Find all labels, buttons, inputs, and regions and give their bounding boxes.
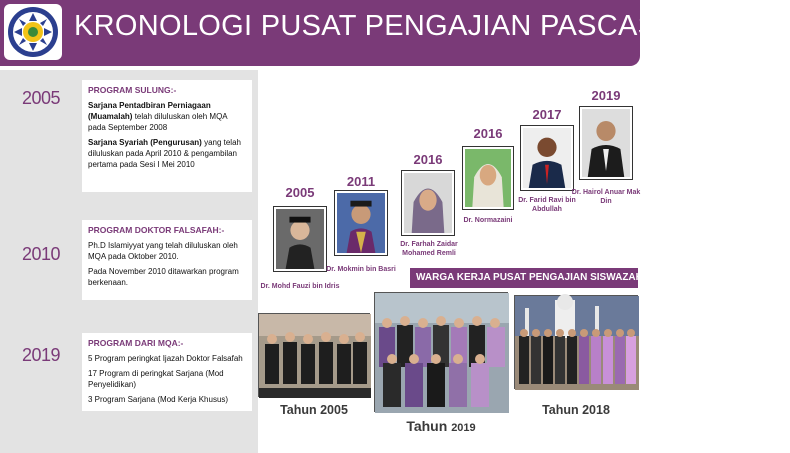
university-logo bbox=[4, 4, 62, 60]
box-heading: PROGRAM SULUNG:- bbox=[88, 85, 177, 95]
director-photo bbox=[273, 206, 327, 272]
box-paragraph: Pada November 2010 ditawarkan program berkenaan. bbox=[88, 267, 239, 287]
timeline-year-2019: 2019 bbox=[22, 345, 61, 365]
director-name: Dr. Mohd Fauzi bin Idris bbox=[260, 283, 340, 290]
director-year: 2005 bbox=[285, 185, 315, 200]
group-photo-2019 bbox=[374, 292, 508, 412]
director-name: Dr. Mokmin bin Basri bbox=[326, 266, 396, 273]
timeline-box-2005 bbox=[82, 80, 252, 192]
director-year: 2019 bbox=[591, 88, 621, 103]
timeline-year-2010: 2010 bbox=[22, 244, 61, 264]
director-photo bbox=[334, 190, 388, 256]
timeline-box-2019 bbox=[82, 333, 252, 411]
timeline-box-2010 bbox=[82, 220, 252, 300]
header-banner bbox=[0, 0, 790, 66]
director-name: Dr. Farhah Zaidar Mohamed Remli bbox=[400, 241, 458, 257]
director-year: 2016 bbox=[473, 126, 503, 141]
director-name: Dr. Hairol Anuar Mak Din bbox=[571, 189, 641, 205]
box-paragraph: Ph.D Islamiyyat yang telah diluluskan oleh MQA pada Oktober 2010. bbox=[88, 241, 238, 261]
box-paragraph: Sarjana Syariah (Pengurusan) yang telah diluluskan pada April 2010 & pengambilan pertama pada Sesi I Mei 2010 bbox=[88, 138, 241, 169]
box-heading: PROGRAM DARI MQA:- bbox=[88, 338, 184, 348]
box-paragraph: Sarjana Pentadbiran Perniagaan (Muamalah) telah diluluskan oleh MQA pada September 2008 bbox=[88, 101, 228, 132]
director-year: 2016 bbox=[413, 152, 443, 167]
director-year: 2011 bbox=[346, 174, 376, 189]
group-photo-2005 bbox=[258, 313, 370, 397]
box-paragraph: 5 Program peringkat Ijazah Doktor Falsafah bbox=[88, 354, 243, 363]
director-photo bbox=[579, 106, 633, 180]
director-year: 2017 bbox=[532, 107, 562, 122]
director-photo bbox=[520, 125, 574, 191]
page-title: KRONOLOGI PUSAT PENGAJIAN PASCASISWAZAH bbox=[74, 10, 790, 42]
box-heading: PROGRAM DOKTOR FALSAFAH:- bbox=[88, 225, 225, 235]
timeline-year-2005: 2005 bbox=[22, 88, 61, 108]
group-photo-label: Tahun 2019 bbox=[406, 418, 476, 434]
box-paragraph: 17 Program di peringkat Sarjana (Mod Penyelidikan) bbox=[88, 369, 224, 389]
director-name: Dr. Farid Ravi bin Abdullah bbox=[518, 197, 576, 213]
group-photo-2018 bbox=[514, 295, 638, 389]
staff-banner: WARGA KERJA PUSAT PENGAJIAN SISWAZAH (PPS) bbox=[410, 268, 638, 288]
box-paragraph: 3 Program Sarjana (Mod Kerja Khusus) bbox=[88, 395, 229, 404]
group-photo-label: Tahun 2018 bbox=[542, 403, 610, 417]
director-name: Dr. Normazaini bbox=[463, 217, 513, 224]
group-photo-label: Tahun 2005 bbox=[280, 403, 348, 417]
director-photo bbox=[401, 170, 455, 236]
director-photo bbox=[462, 146, 514, 210]
